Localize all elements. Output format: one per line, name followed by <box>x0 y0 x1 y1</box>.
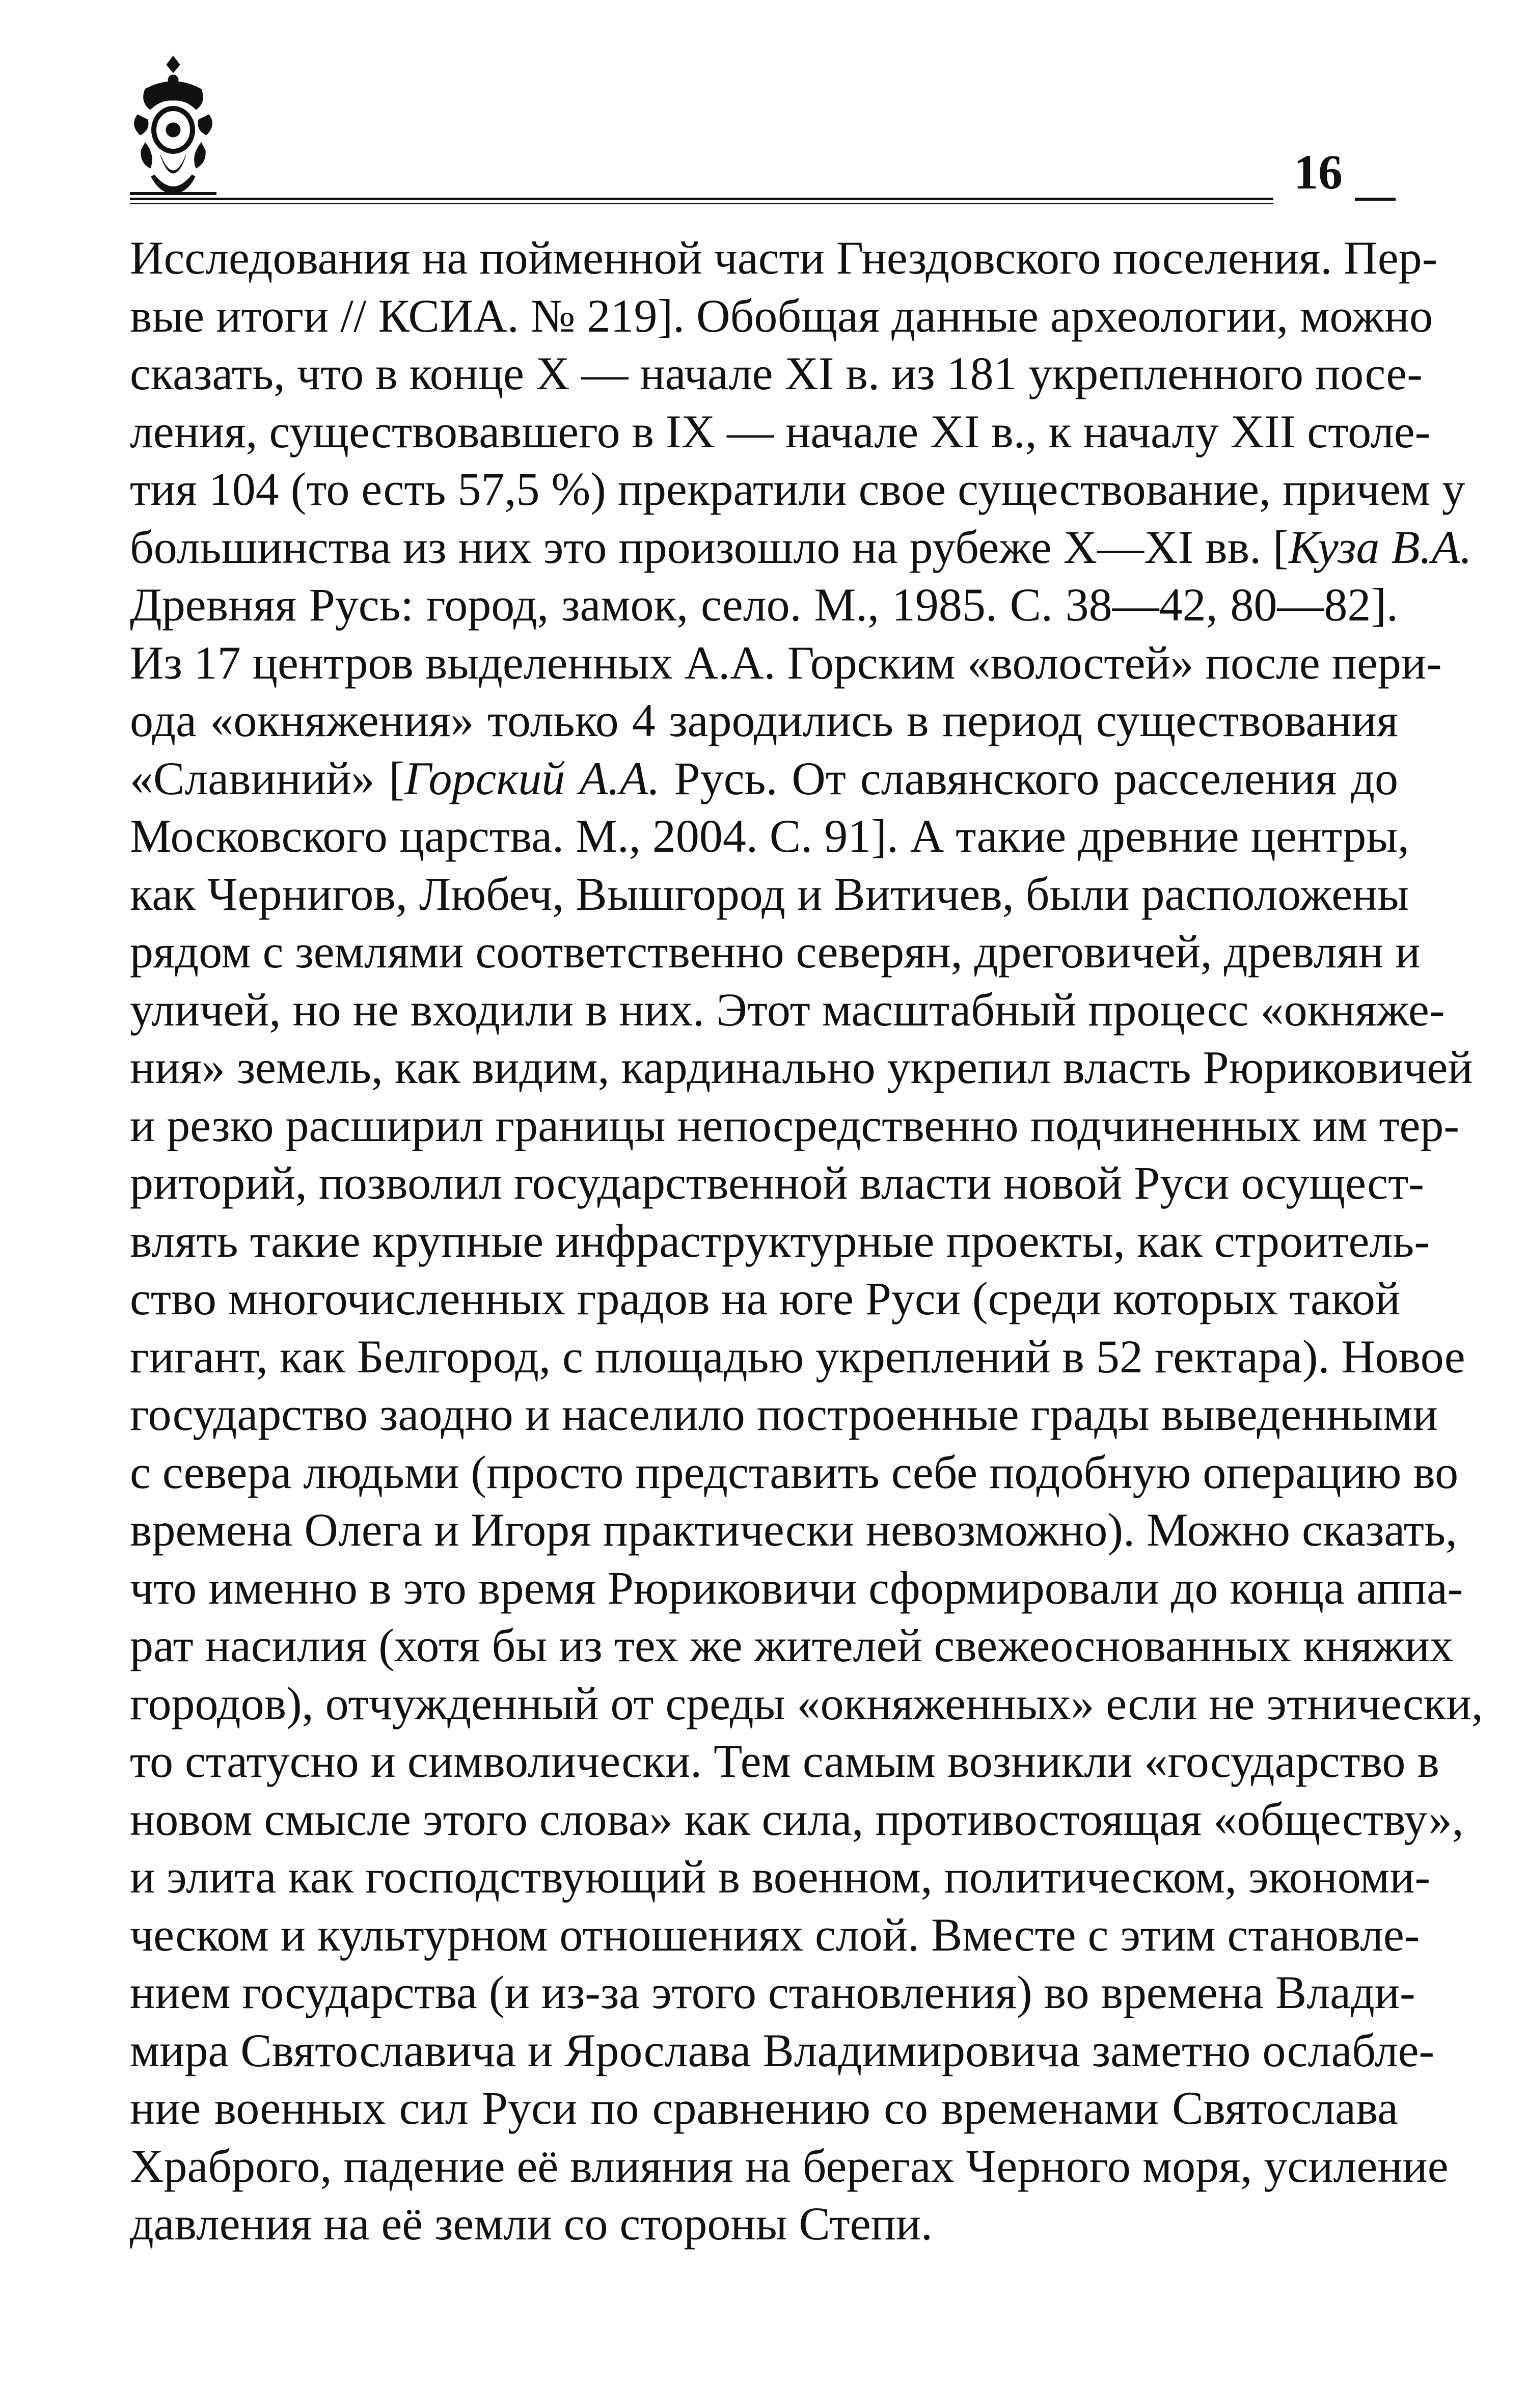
text-line: ода «окняжения» только 4 зародились в период существования <box>130 694 1398 746</box>
text-line: новом смысле этого слова» как сила, противостоящая «обществу», <box>130 1793 1464 1845</box>
text-line: Древняя Русь: город, замок, село. М., 1985. С. 38—42, 80—82]. <box>130 579 1398 631</box>
ornament-icon <box>125 53 222 206</box>
header-rule <box>130 198 1273 204</box>
text-line: вые итоги // КСИА. № 219]. Обобщая данные археологии, можно <box>130 289 1433 342</box>
text-line: Исследования на пойменной части Гнездовского поселения. Пер- <box>130 232 1438 284</box>
text-line: городов), отчужденный от среды «окняженных» если не этнически, <box>130 1677 1483 1729</box>
text-line: давления на её земли со стороны Степи. <box>130 2198 933 2250</box>
text-line: ство многочисленных градов на юге Руси (среди которых такой <box>130 1273 1401 1324</box>
page-number-rule <box>1355 198 1396 201</box>
text-line: ления, существовавшего в IX — начале XI в., к началу XII столе- <box>130 405 1431 457</box>
text-line: гигант, как Белгород, с площадью укреплений в 52 гектара). Новое <box>130 1330 1465 1383</box>
text-line: и элита как господствующий в военном, политическом, экономи- <box>130 1851 1431 1903</box>
text-line: и резко расширил границы непосредственно подчиненных им тер- <box>130 1099 1460 1151</box>
text-line: рядом с землями соответственно северян, дреговичей, древлян и <box>130 926 1421 978</box>
text-line: как Чернигов, Любеч, Вышгород и Витичев, были расположены <box>130 868 1409 920</box>
text-line: ческом и культурном отношениях слой. Вместе с этим становле- <box>130 1908 1420 1961</box>
text-line: Из 17 центров выделенных А.А. Горским «волостей» после пери- <box>130 636 1442 689</box>
text-line: ния» земель, как видим, кардинально укрепил власть Рюриковичей <box>130 1041 1473 1093</box>
text-line: ние военных сил Руси по сравнению со временами Святослава <box>130 2082 1398 2134</box>
page-number: 16 <box>1294 145 1343 199</box>
text-line: Московского царства. М., 2004. С. 91]. А такие древние центры, <box>130 810 1410 862</box>
text-line: рат насилия (хотя бы из тех же жителей свежеоснованных княжих <box>130 1619 1454 1671</box>
text-line: что именно в это время Рюриковичи сформировали до конца аппа- <box>130 1561 1463 1614</box>
text-line: времена Олега и Игоря практически невозможно). Можно сказать, <box>130 1504 1457 1556</box>
text-line: государство заодно и населило построенные грады выведенными <box>130 1388 1438 1440</box>
text-line: с севера людьми (просто представить себе подобную операцию во <box>130 1446 1459 1498</box>
body-text <box>130 229 1483 2253</box>
text-line: уличей, но не входили в них. Этот масштабный процесс «окняже- <box>130 983 1445 1036</box>
text-line: нием государства (и из-за этого становления) во времена Влади- <box>130 1966 1415 2018</box>
text-line: влять такие крупные инфраструктурные проекты, как строитель- <box>130 1214 1430 1267</box>
text-line: «Славиний» [Горский А.А. Русь. От славянского расселения до <box>130 752 1399 804</box>
text-line: сказать, что в конце X — начале XI в. из 181 укрепленного посе- <box>130 347 1423 399</box>
text-line: тия 104 (то есть 57,5 %) прекратили свое существование, причем у <box>130 463 1465 515</box>
text-line: Храброго, падение её влияния на берегах Черного моря, усиление <box>130 2140 1449 2192</box>
text-line: мира Святославича и Ярослава Владимировича заметно ослабле- <box>130 2024 1435 2076</box>
text-line: большинства из них это произошло на рубеже X—XI вв. [Куза В.А. <box>130 521 1472 573</box>
text-line: то статусно и символически. Тем самым возникли «государство в <box>130 1735 1439 1787</box>
text-line: риторий, позволил государственной власти новой Руси осущест- <box>130 1157 1424 1209</box>
